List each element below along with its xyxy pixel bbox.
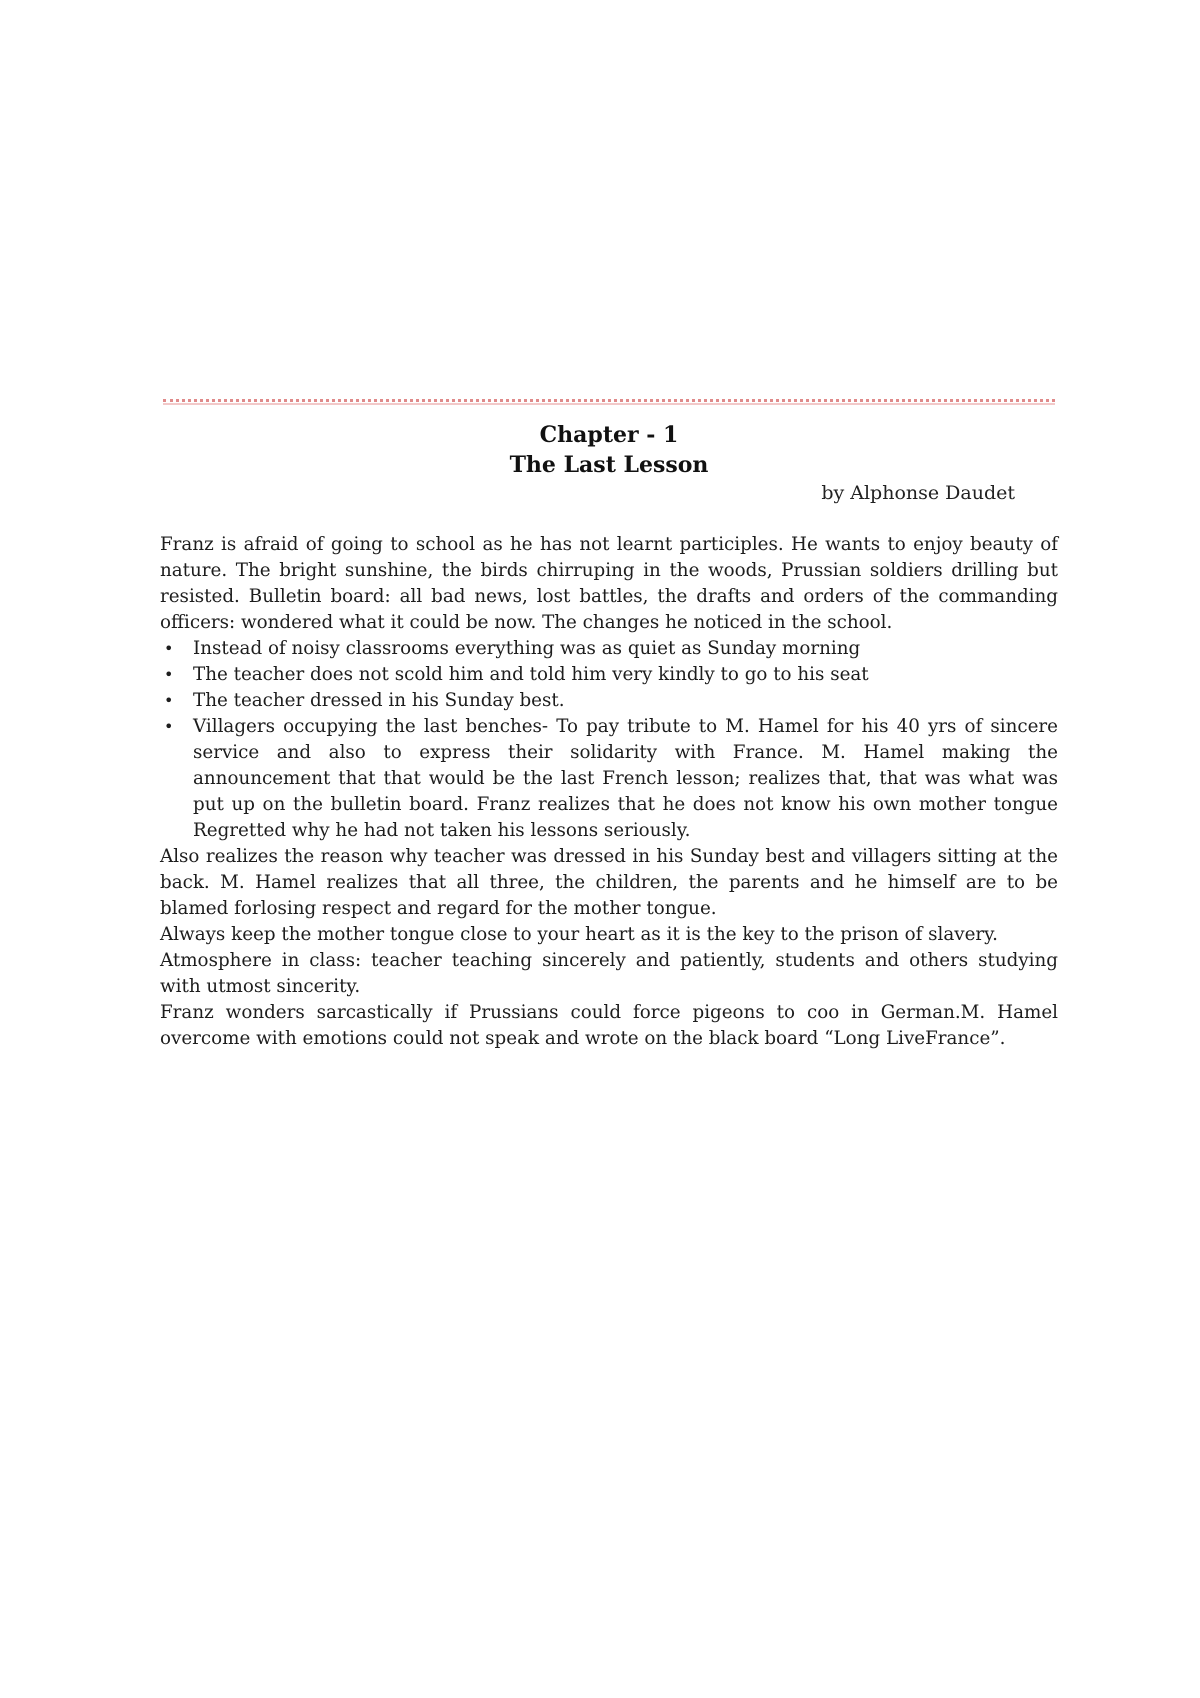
chapter-heading: Chapter - 1: [539, 422, 679, 448]
body-paragraph: Atmosphere in class: teacher teaching sincerely and patiently, students and others studying with utmost sincerity.: [160, 950, 1058, 997]
page-title: The Last Lesson: [509, 452, 709, 478]
list-item-text: Instead of noisy classrooms everything was as quiet as Sunday morning: [193, 638, 861, 659]
list-item-text: Villagers occupying the last benches- To pay tribute to M. Hamel for his 40 yrs of sincere service and also to express their solidarity with France. M. Hamel making the announcement that that would be the last French lesson; realizes that, that was what was put up on the bulletin board. Franz realizes that he does not know his own mother tongue Regretted why he had not taken his lessons seriously.: [193, 716, 1058, 841]
body-paragraph: Also realizes the reason why teacher was dressed in his Sunday best and villagers sitting at the back. M. Hamel realizes that all three, the children, the parents and he himself are to be blamed forlosing respect and regard for the mother tongue.: [160, 846, 1058, 919]
body-paragraph: Franz wonders sarcastically if Prussians could force pigeons to coo in German.M. Hamel overcome with emotions could not speak and wrote on the black board “Long LiveFrance”.: [160, 1002, 1058, 1049]
body-paragraph: Always keep the mother tongue close to your heart as it is the key to the prison of slavery.: [160, 924, 998, 945]
list-item: [160, 714, 1058, 844]
list-item: [160, 636, 1058, 662]
list-item-text: The teacher does not scold him and told him very kindly to go to his seat: [193, 664, 869, 685]
intro-paragraph: Franz is afraid of going to school as he has not learnt participles. He wants to enjoy beauty of nature. The bright sunshine, the birds chirruping in the woods, Prussian soldiers drilling but resisted. Bulletin board: all bad news, lost battles, the drafts and orders of the commanding officers: wondered what it could be now. The changes he noticed in the school.: [160, 534, 1058, 633]
bullet-icon: •: [164, 639, 174, 658]
author-byline: by Alphonse Daudet: [821, 482, 1015, 504]
list-item: [160, 688, 1058, 714]
bullet-icon: •: [164, 691, 174, 710]
list-item-text: The teacher dressed in his Sunday best.: [193, 690, 565, 711]
list-item: [160, 662, 1058, 688]
bullet-icon: •: [164, 717, 174, 736]
document-body: [160, 532, 1058, 1052]
header-rule: [163, 399, 1055, 402]
header-rule-shadow: [163, 403, 1055, 405]
changes-list: [160, 636, 1058, 844]
title-block: [163, 420, 1055, 480]
bullet-icon: •: [164, 665, 174, 684]
